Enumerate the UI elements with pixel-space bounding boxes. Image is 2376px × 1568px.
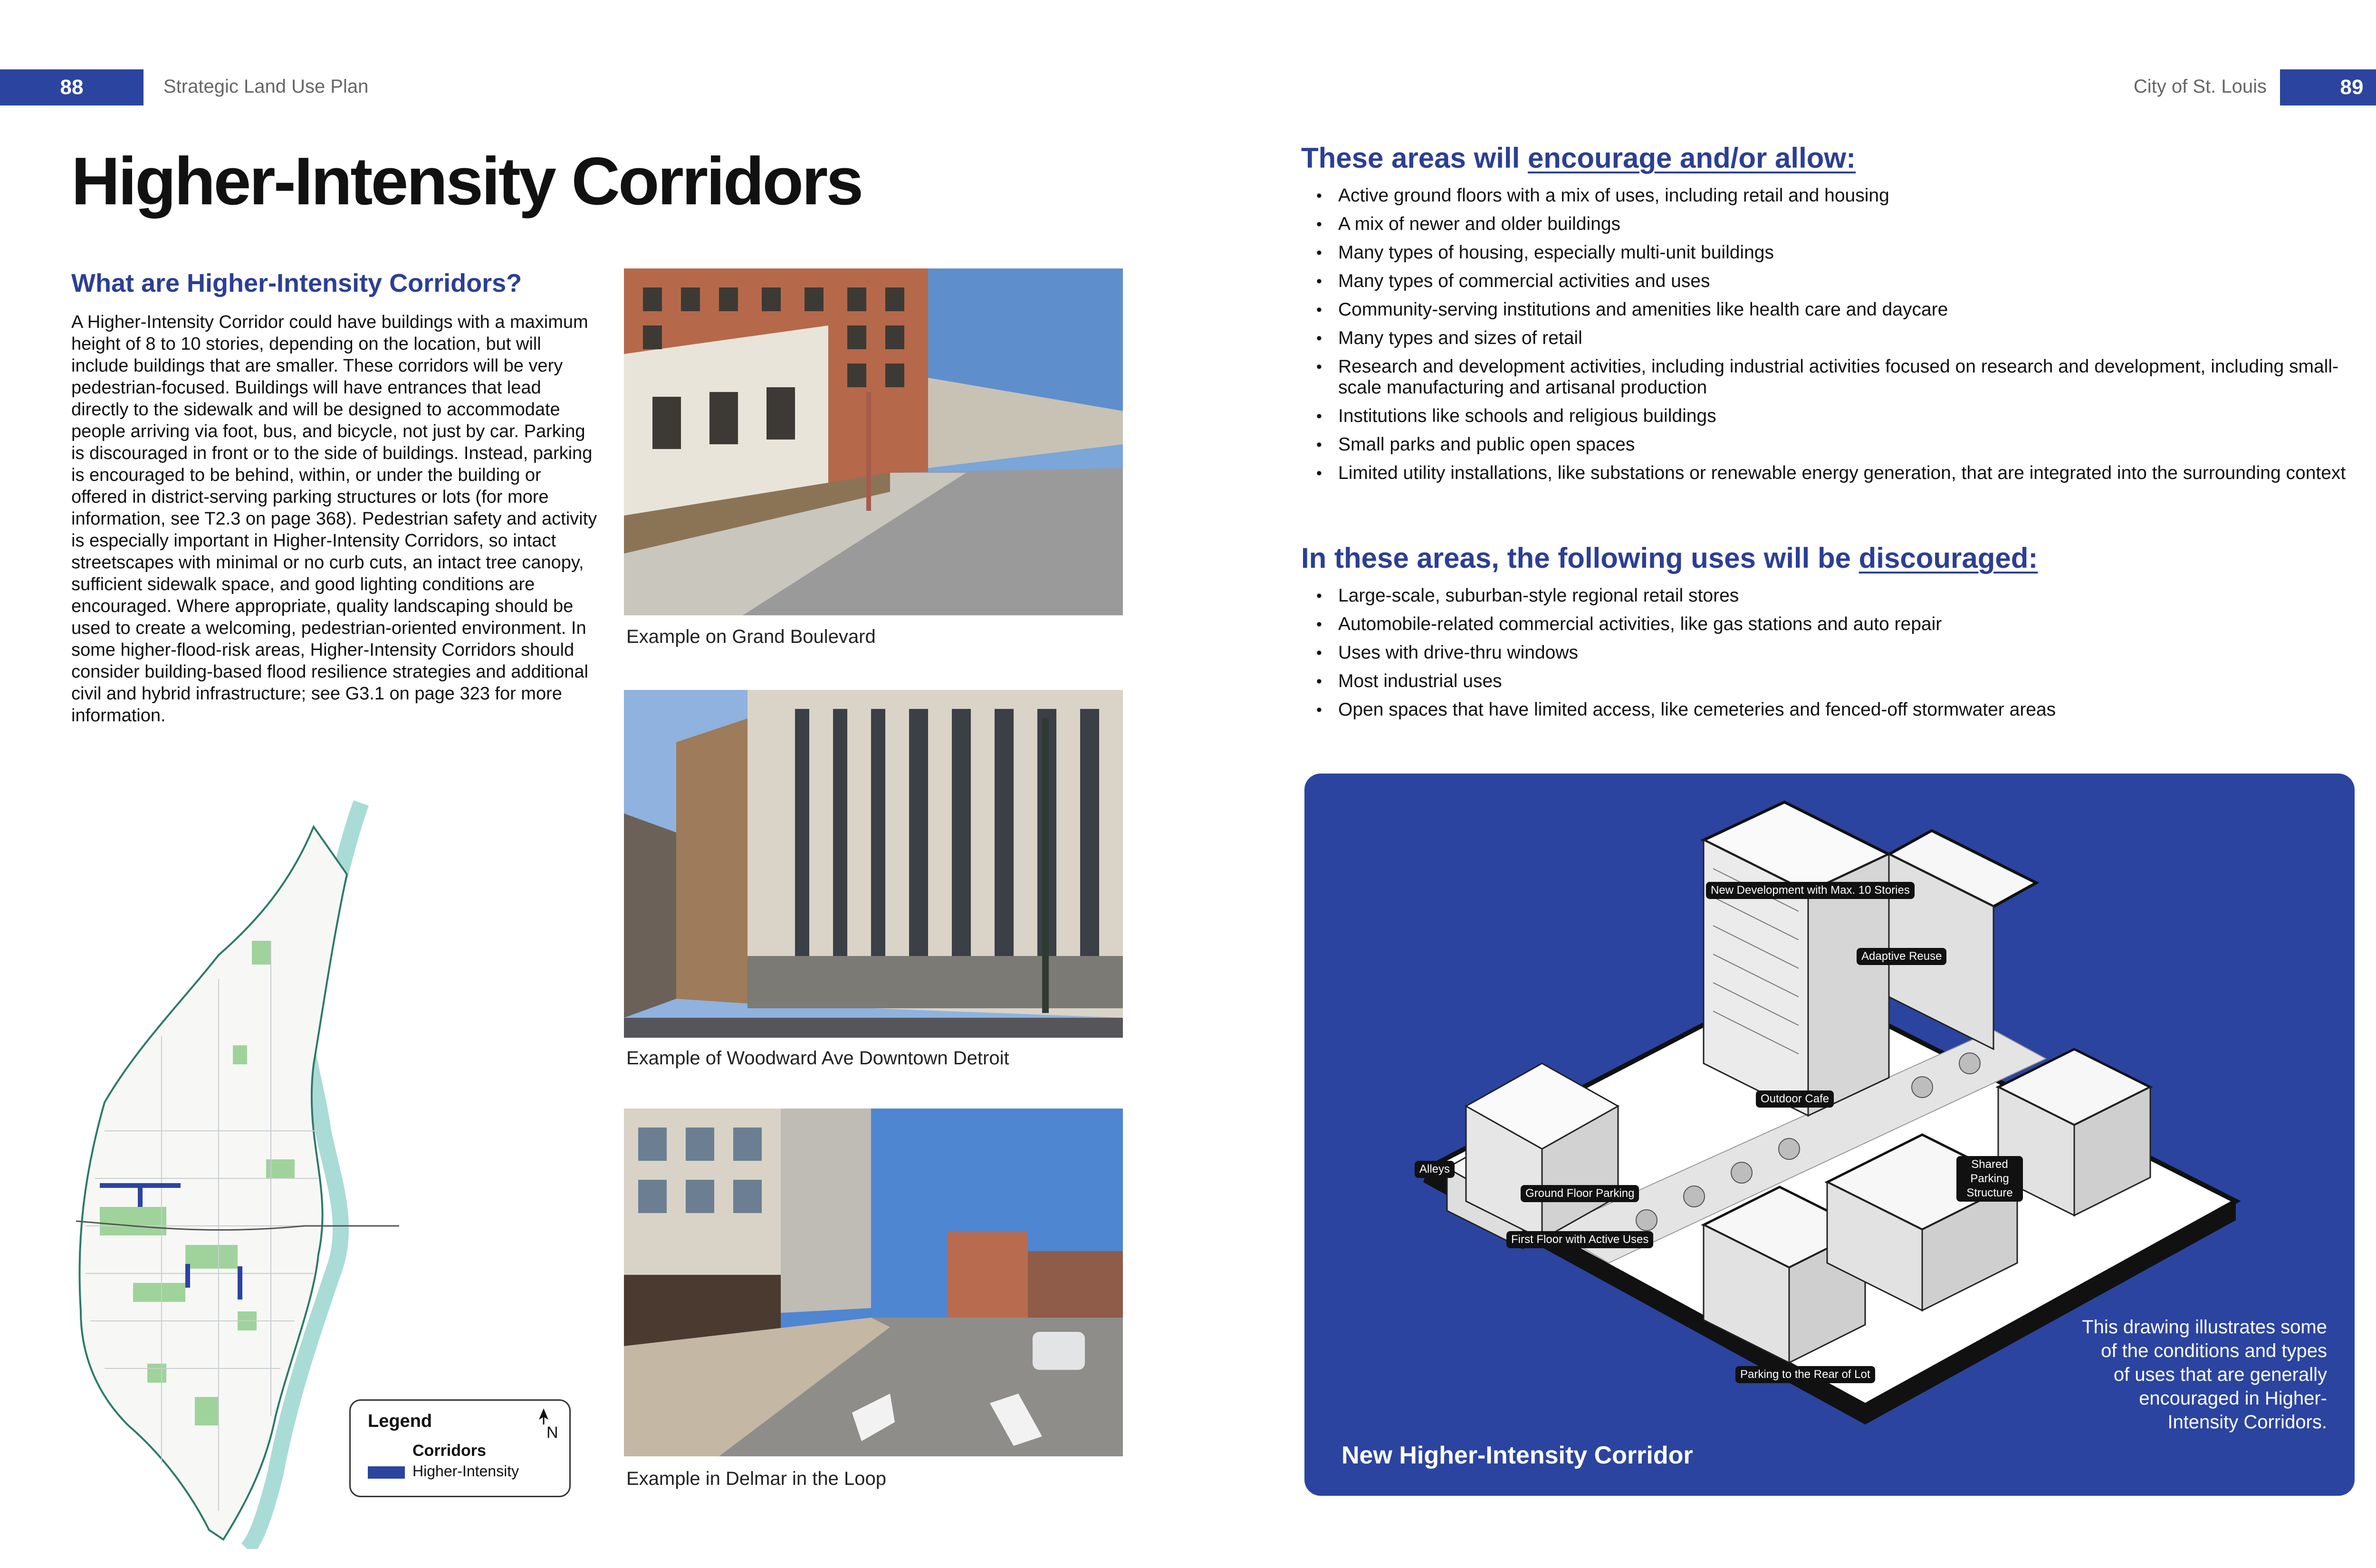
legend-group-label: Corridors — [412, 1442, 486, 1460]
list-item: • Large-scale, suburban-style regional retail stores — [1316, 585, 2362, 606]
label-shared-parking: Shared Parking Structure — [1956, 1156, 2023, 1202]
list-item: • Uses with drive-thru windows — [1316, 642, 2362, 663]
intro-paragraph: A Higher-Intensity Corridor could have buildings with a maximum height of 8 to 10 stories, depending on the location, but will include buildings that are smaller. These corridors will be very pedestrian-focused. Buildings will have entrances that lead directly to the sidewalk and will be designed to accommodate people arriving via foot, bus, and bicycle, not just by car. Parking is discouraged in front or to the side of buildings. Instead, parking is encouraged to be behind, within, or under the building or offered in district-serving parking structures or lots (for more information, see T2.3 on page 368). Pedestrian safety and activity is especially important in Higher-Intensity Corridors, so intact streetscapes with minimal or no curb cuts, an intact tree canopy, sufficient sidewalk space, and good lighting conditions are encouraged. Where appropriate, quality landscaping should be used to create a welcoming, pedestrian-oriented environment. In some higher-flood-risk areas, Higher-Intensity Corridors should consider building-based flood resilience strategies and additional civil and hybrid infrastructure; see G3.1 on page 323 for more information. — [71, 312, 597, 726]
discourage-heading — [1301, 542, 2038, 574]
encourage-heading — [1301, 142, 1856, 174]
list-item: • Open spaces that have limited access, like cemeteries and fenced-off stormwater areas — [1316, 699, 2362, 720]
label-first-floor-active: First Floor with Active Uses — [1506, 1231, 1653, 1248]
label-outdoor-cafe: Outdoor Cafe — [1756, 1090, 1834, 1108]
photo-caption-delmar: Example in Delmar in the Loop — [626, 1468, 886, 1489]
discourage-list — [1316, 585, 2362, 728]
diagram-title: New Higher-Intensity Corridor — [1341, 1442, 1693, 1469]
list-item: • Many types and sizes of retail — [1316, 328, 2362, 349]
list-item: • Active ground floors with a mix of uses, including retail and housing — [1316, 185, 2362, 206]
legend-item-label: Higher-Intensity — [412, 1463, 519, 1480]
corridor-diagram-panel — [1304, 774, 2355, 1496]
legend-title: Legend — [368, 1411, 432, 1431]
encourage-list — [1316, 185, 2362, 491]
right-running-head: City of St. Louis — [2133, 76, 2267, 97]
label-rear-parking: Parking to the Rear of Lot — [1735, 1366, 1875, 1383]
label-alleys: Alleys — [1415, 1161, 1455, 1178]
legend-swatch-higher-intensity — [368, 1466, 405, 1479]
list-item: • Institutions like schools and religious buildings — [1316, 406, 2362, 427]
label-ground-floor-parking: Ground Floor Parking — [1521, 1185, 1639, 1202]
encourage-heading-prefix: These areas will — [1301, 142, 1528, 174]
photo-grand-boulevard — [624, 268, 1123, 615]
diagram-description: This drawing illustrates some of the conditions and types of uses that are generally encouraged in Higher-Intensity Corridors. — [2082, 1317, 2327, 1433]
list-item: • Community-serving institutions and amenities like health care and daycare — [1316, 299, 2362, 320]
encourage-heading-emphasis: encourage and/or allow: — [1527, 142, 1856, 174]
photo-delmar-loop — [624, 1109, 1123, 1456]
map-legend — [349, 1399, 571, 1497]
list-item: • Most industrial uses — [1316, 671, 2362, 692]
list-item: • A mix of newer and older buildings — [1316, 214, 2362, 235]
list-item: • Many types of housing, especially multi-unit buildings — [1316, 242, 2362, 263]
discourage-heading-prefix: In these areas, the following uses will be — [1301, 542, 1859, 574]
left-page-number: 88 — [0, 69, 144, 105]
north-label: N — [546, 1424, 558, 1442]
label-adaptive-reuse: Adaptive Reuse — [1857, 948, 1946, 965]
right-page-number: 89 — [2280, 69, 2376, 105]
photo-caption-woodward: Example of Woodward Ave Downtown Detroit — [626, 1048, 1009, 1069]
photo-woodward-ave — [624, 690, 1123, 1038]
list-item: • Automobile-related commercial activities, like gas stations and auto repair — [1316, 614, 2362, 635]
section-heading-what-are: What are Higher-Intensity Corridors? — [71, 269, 522, 297]
page-title: Higher-Intensity Corridors — [71, 143, 862, 219]
list-item: • Small parks and public open spaces — [1316, 434, 2362, 455]
label-new-development: New Development with Max. 10 Stories — [1706, 882, 1915, 899]
list-item: • Research and development activities, including industrial activities focused on research and development, including small-scale manufacturing and artisanal production — [1316, 356, 2362, 398]
list-item: • Limited utility installations, like substations or renewable energy generation, that are integrated into the surrounding context — [1316, 463, 2362, 484]
left-running-head: Strategic Land Use Plan — [163, 76, 369, 97]
list-item: • Many types of commercial activities and uses — [1316, 271, 2362, 292]
photo-caption-grand-boulevard: Example on Grand Boulevard — [626, 626, 876, 647]
discourage-heading-emphasis: discouraged: — [1859, 542, 2038, 574]
